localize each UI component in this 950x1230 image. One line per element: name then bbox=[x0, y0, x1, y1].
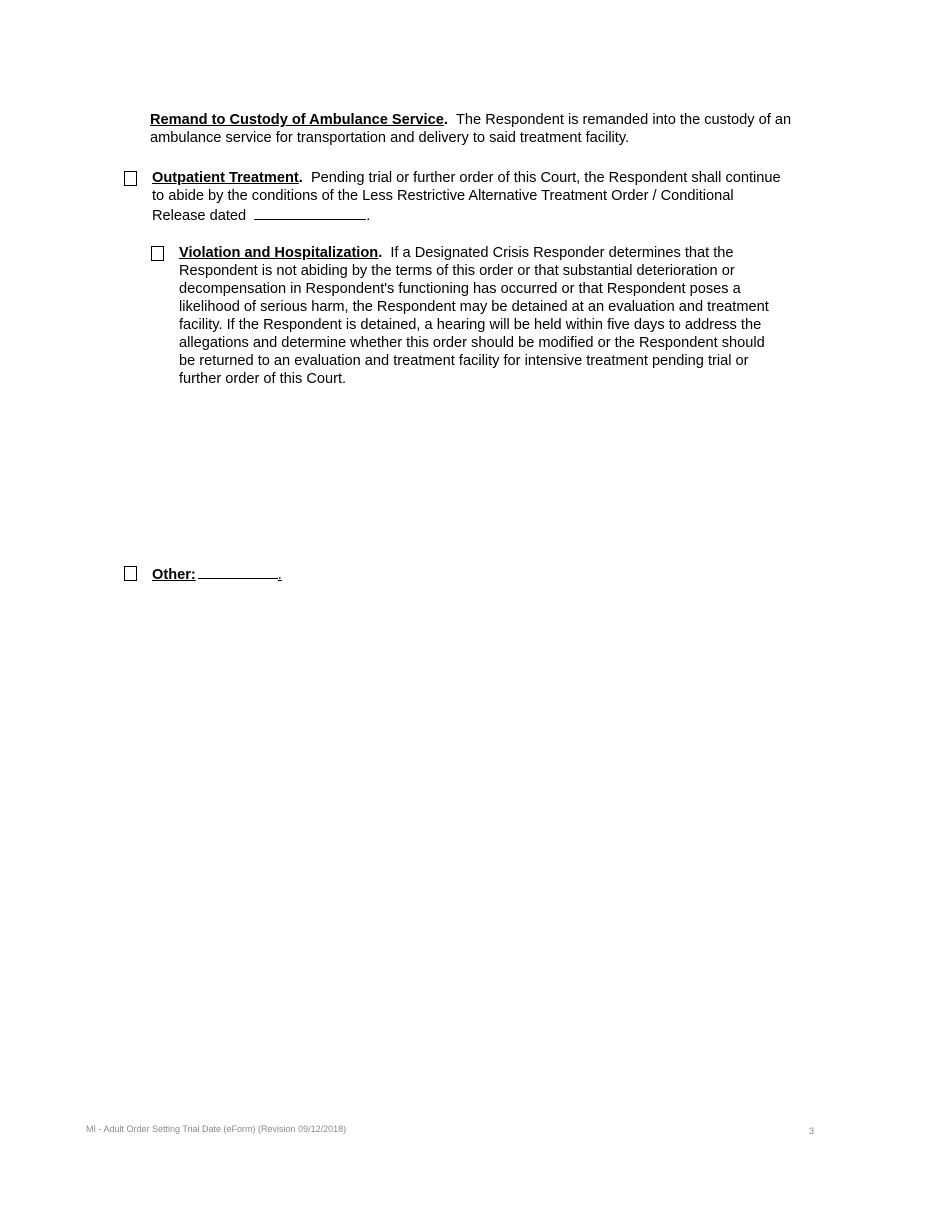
outpatient-heading: Outpatient Treatment bbox=[152, 170, 299, 186]
other-heading: Other bbox=[152, 567, 191, 583]
violation-line-6: allegations and determine whether this order should be modified or the Respondent should bbox=[179, 335, 765, 351]
other-checkbox[interactable] bbox=[124, 566, 137, 581]
remand-heading: Remand to Custody of Ambulance Service bbox=[150, 112, 444, 128]
other-field[interactable] bbox=[198, 564, 278, 579]
violation-line-4: likelihood of serious harm, the Respondent may be detained at an evaluation and treatment bbox=[179, 299, 769, 315]
violation-checkbox[interactable] bbox=[151, 246, 164, 261]
violation-line-5: facility. If the Respondent is detained, a hearing will be held within five days to address the bbox=[179, 317, 762, 333]
outpatient-checkbox[interactable] bbox=[124, 171, 137, 186]
remand-line-2: ambulance service for transportation and delivery to said treatment facility. bbox=[150, 130, 630, 146]
footer-form-name: MI - Adult Order Setting Trial Date (eForm) (Revision 09/12/2018) bbox=[86, 1124, 347, 1134]
release-date-field[interactable] bbox=[254, 205, 366, 220]
remand-line-1: Remand to Custody of Ambulance Service. The Respondent is remanded into the custody of an bbox=[150, 112, 792, 128]
other-line: Other: . bbox=[152, 564, 282, 584]
violation-line-3: decompensation in Respondent's functioning has occurred or that Respondent poses a bbox=[179, 281, 741, 297]
violation-line-7: be returned to an evaluation and treatment facility for intensive treatment pending trial or bbox=[179, 353, 749, 369]
remand-section bbox=[150, 111, 791, 147]
outpatient-line-3: Release dated . bbox=[152, 205, 781, 225]
footer-page-number: 3 bbox=[809, 1126, 815, 1136]
violation-line-2: Respondent is not abiding by the terms of this order or that substantial deterioration or bbox=[179, 263, 735, 279]
other-section bbox=[152, 564, 282, 584]
violation-line-1: Violation and Hospitalization. If a Designated Crisis Responder determines that the bbox=[179, 245, 734, 261]
violation-heading: Violation and Hospitalization bbox=[179, 245, 379, 261]
violation-line-8: further order of this Court. bbox=[179, 371, 347, 387]
outpatient-section bbox=[152, 169, 781, 225]
outpatient-line-2: to abide by the conditions of the Less Restrictive Alternative Treatment Order / Conditional bbox=[152, 188, 734, 204]
violation-section bbox=[179, 244, 769, 388]
outpatient-line-1: Outpatient Treatment. Pending trial or further order of this Court, the Respondent shall continue bbox=[152, 170, 781, 186]
